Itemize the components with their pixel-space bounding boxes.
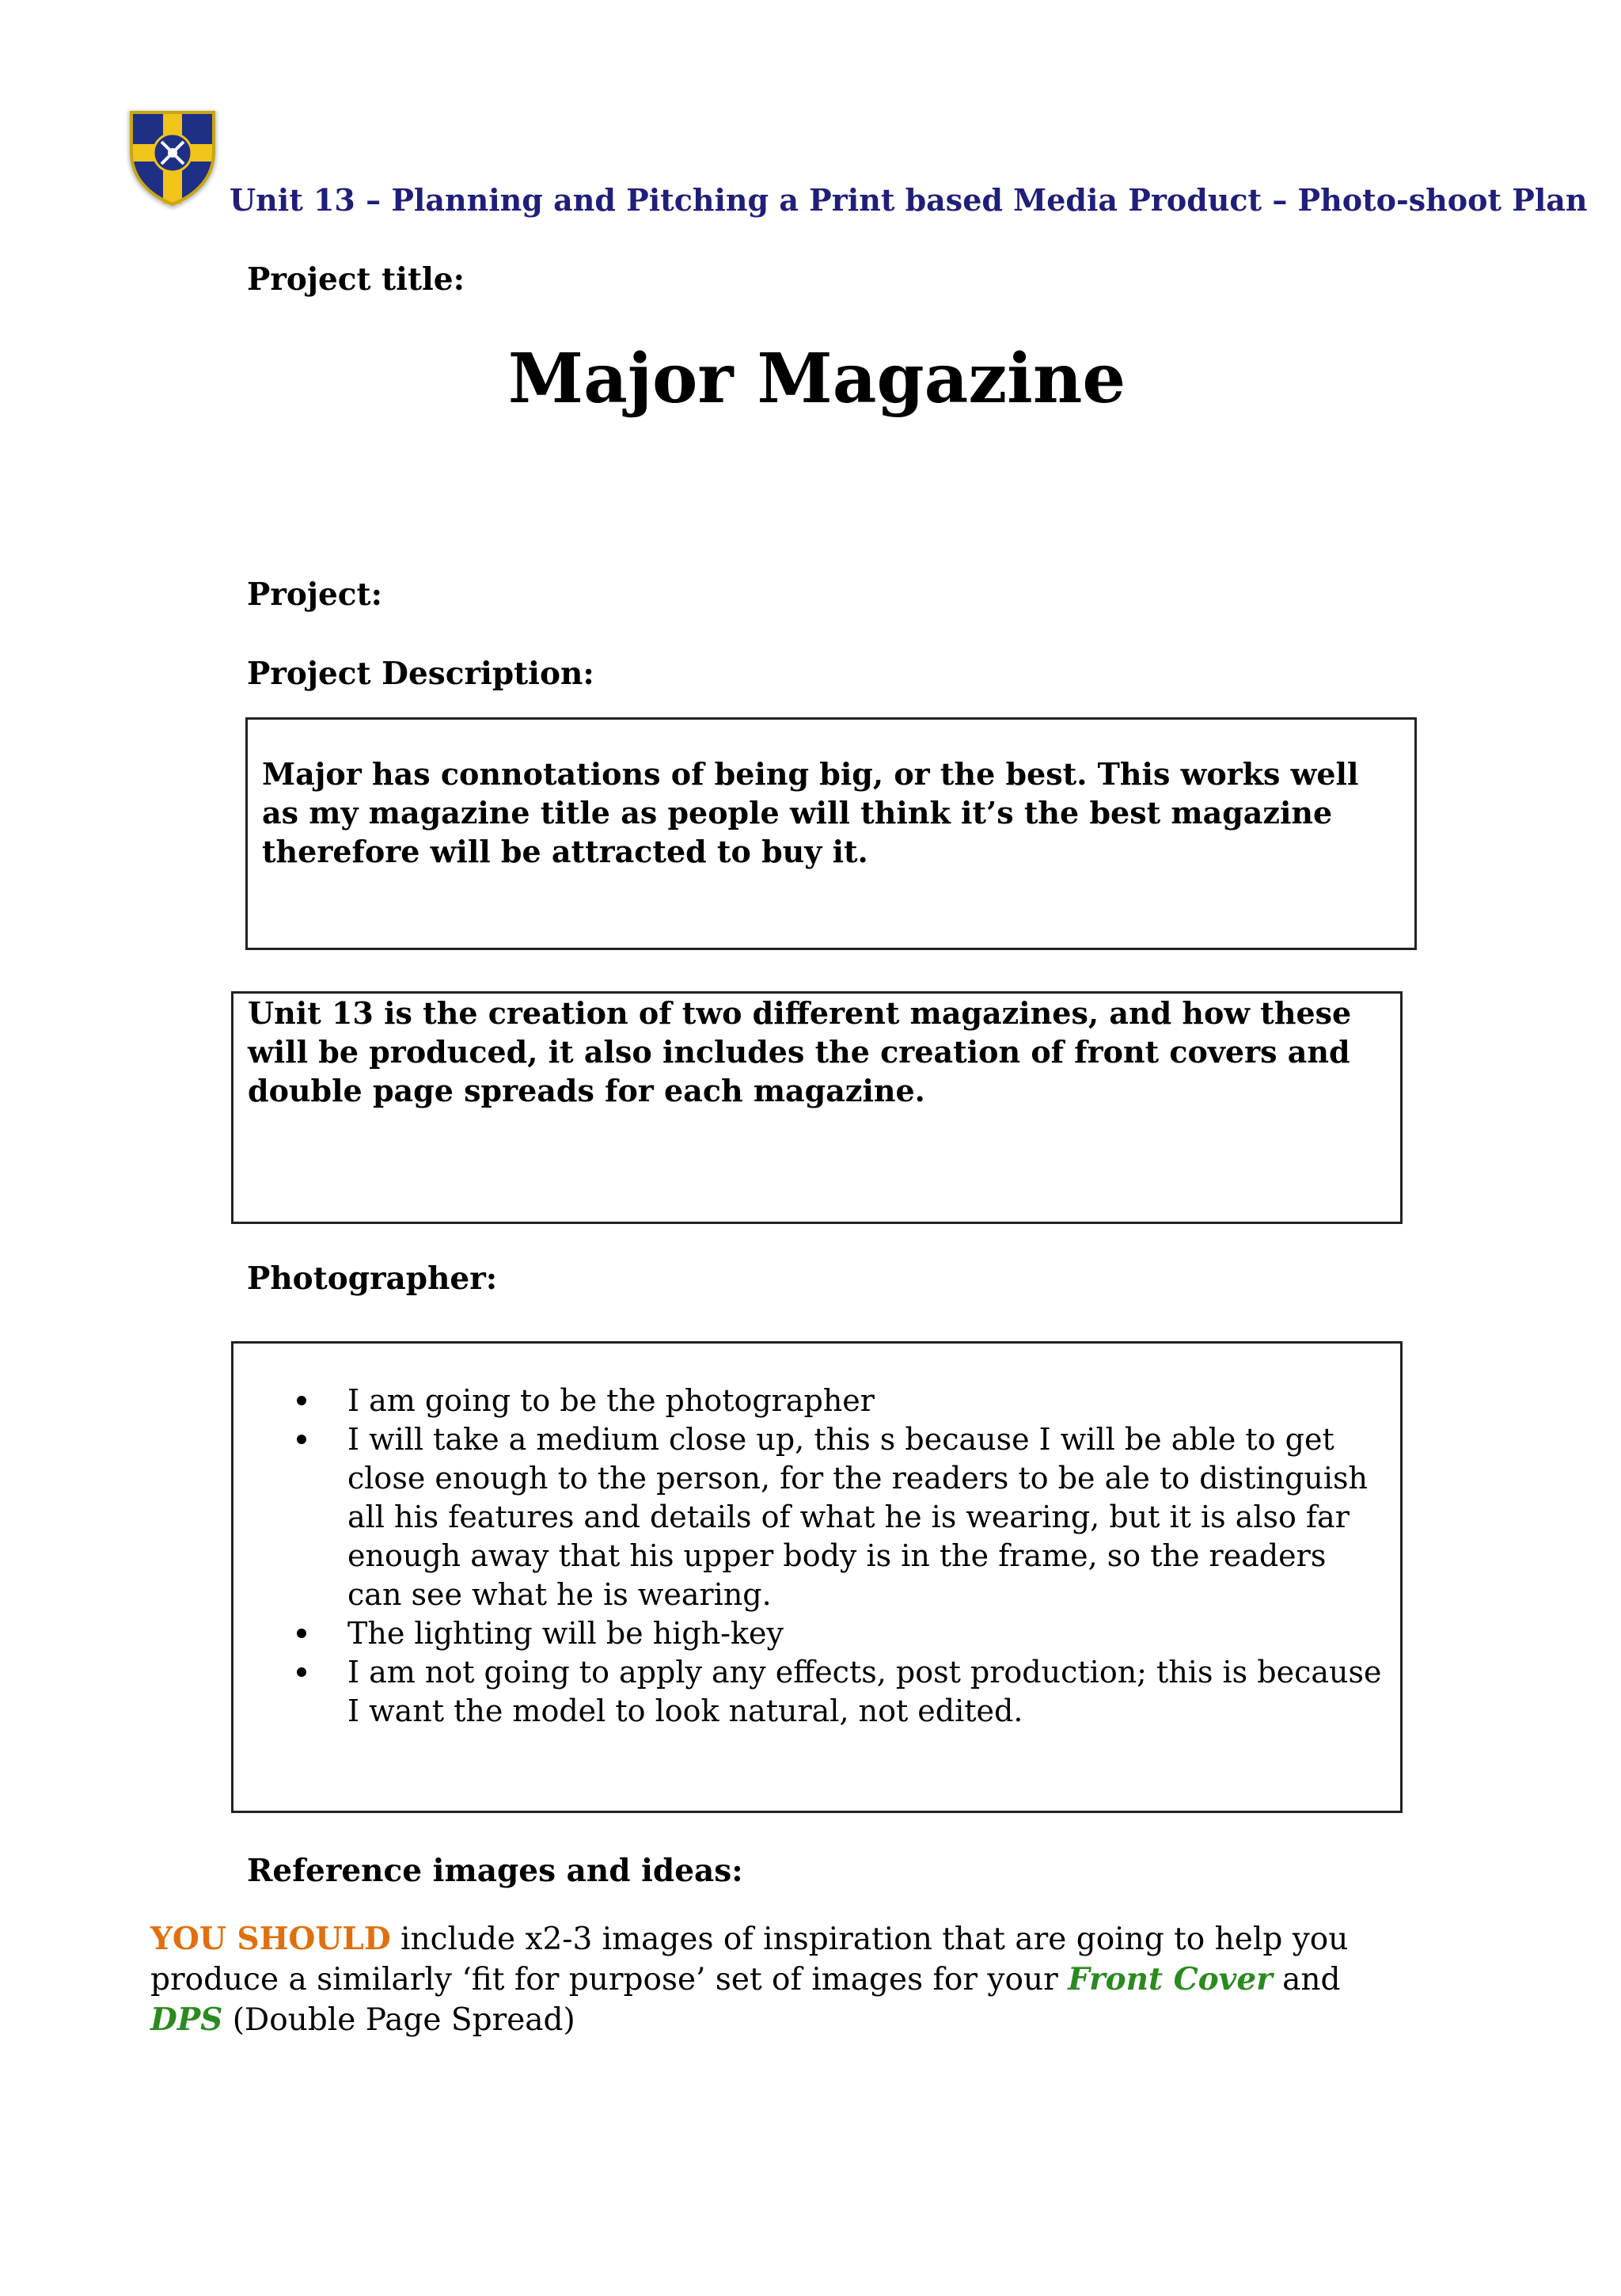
instruction-text-part2: (Double Page Spread) xyxy=(222,2002,575,2038)
front-cover-text: Front Cover xyxy=(1068,1961,1273,1998)
bullet-icon xyxy=(297,1629,306,1638)
photographer-box xyxy=(231,1341,1403,1813)
project-label: Project: xyxy=(247,576,382,613)
instruction-text-part1: include x2-3 images of inspiration that are going to help you produce a similarly ‘fit for purpose’ set of images for your xyxy=(150,1922,1349,1998)
description-box-unit xyxy=(231,991,1403,1224)
bullet-icon xyxy=(297,1667,306,1677)
you-should-text: YOU SHOULD xyxy=(150,1921,391,1957)
list-item: I am not going to apply any effects, post production; this is because I want the model to look natural, not edited. xyxy=(233,1653,1389,1731)
bullet-icon xyxy=(297,1435,306,1444)
bullet-icon xyxy=(297,1396,306,1405)
project-title-value: Major Magazine xyxy=(507,339,1126,419)
instruction-text-and: and xyxy=(1272,1962,1341,1998)
list-item: The lighting will be high-key xyxy=(233,1614,1389,1653)
description-box-title xyxy=(245,717,1417,950)
project-description-label: Project Description: xyxy=(247,656,594,692)
photographer-label: Photographer: xyxy=(247,1260,498,1297)
document-header-title: Unit 13 – Planning and Pitching a Print based Media Product – Photo-shoot Plan xyxy=(230,182,1588,218)
project-title-label: Project title: xyxy=(247,261,465,298)
list-item: I am going to be the photographer xyxy=(233,1382,1389,1420)
list-item: I will take a medium close up, this s because I will be able to get close enough to the person, for the readers to be ale to distinguish all his features and details of what he is wearing, but it is also far enough away that his upper body is in the frame, so the readers can see what he is wearing. xyxy=(233,1420,1389,1614)
school-crest-icon xyxy=(117,103,228,214)
reference-label: Reference images and ideas: xyxy=(247,1853,743,1889)
reference-instruction xyxy=(150,1919,1385,2040)
description-box-unit-text: Unit 13 is the creation of two different magazines, and how these will be produced, it also includes the creation of front covers and double page spreads for each magazine. xyxy=(248,995,1352,1108)
photographer-bullet-list xyxy=(233,1382,1389,1731)
dps-text: DPS xyxy=(150,2001,223,2038)
description-box-title-text: Major has connotations of being big, or the best. This works well as my magazine title as people will think it’s the best magazine therefore will be attracted to buy it. xyxy=(262,756,1359,869)
